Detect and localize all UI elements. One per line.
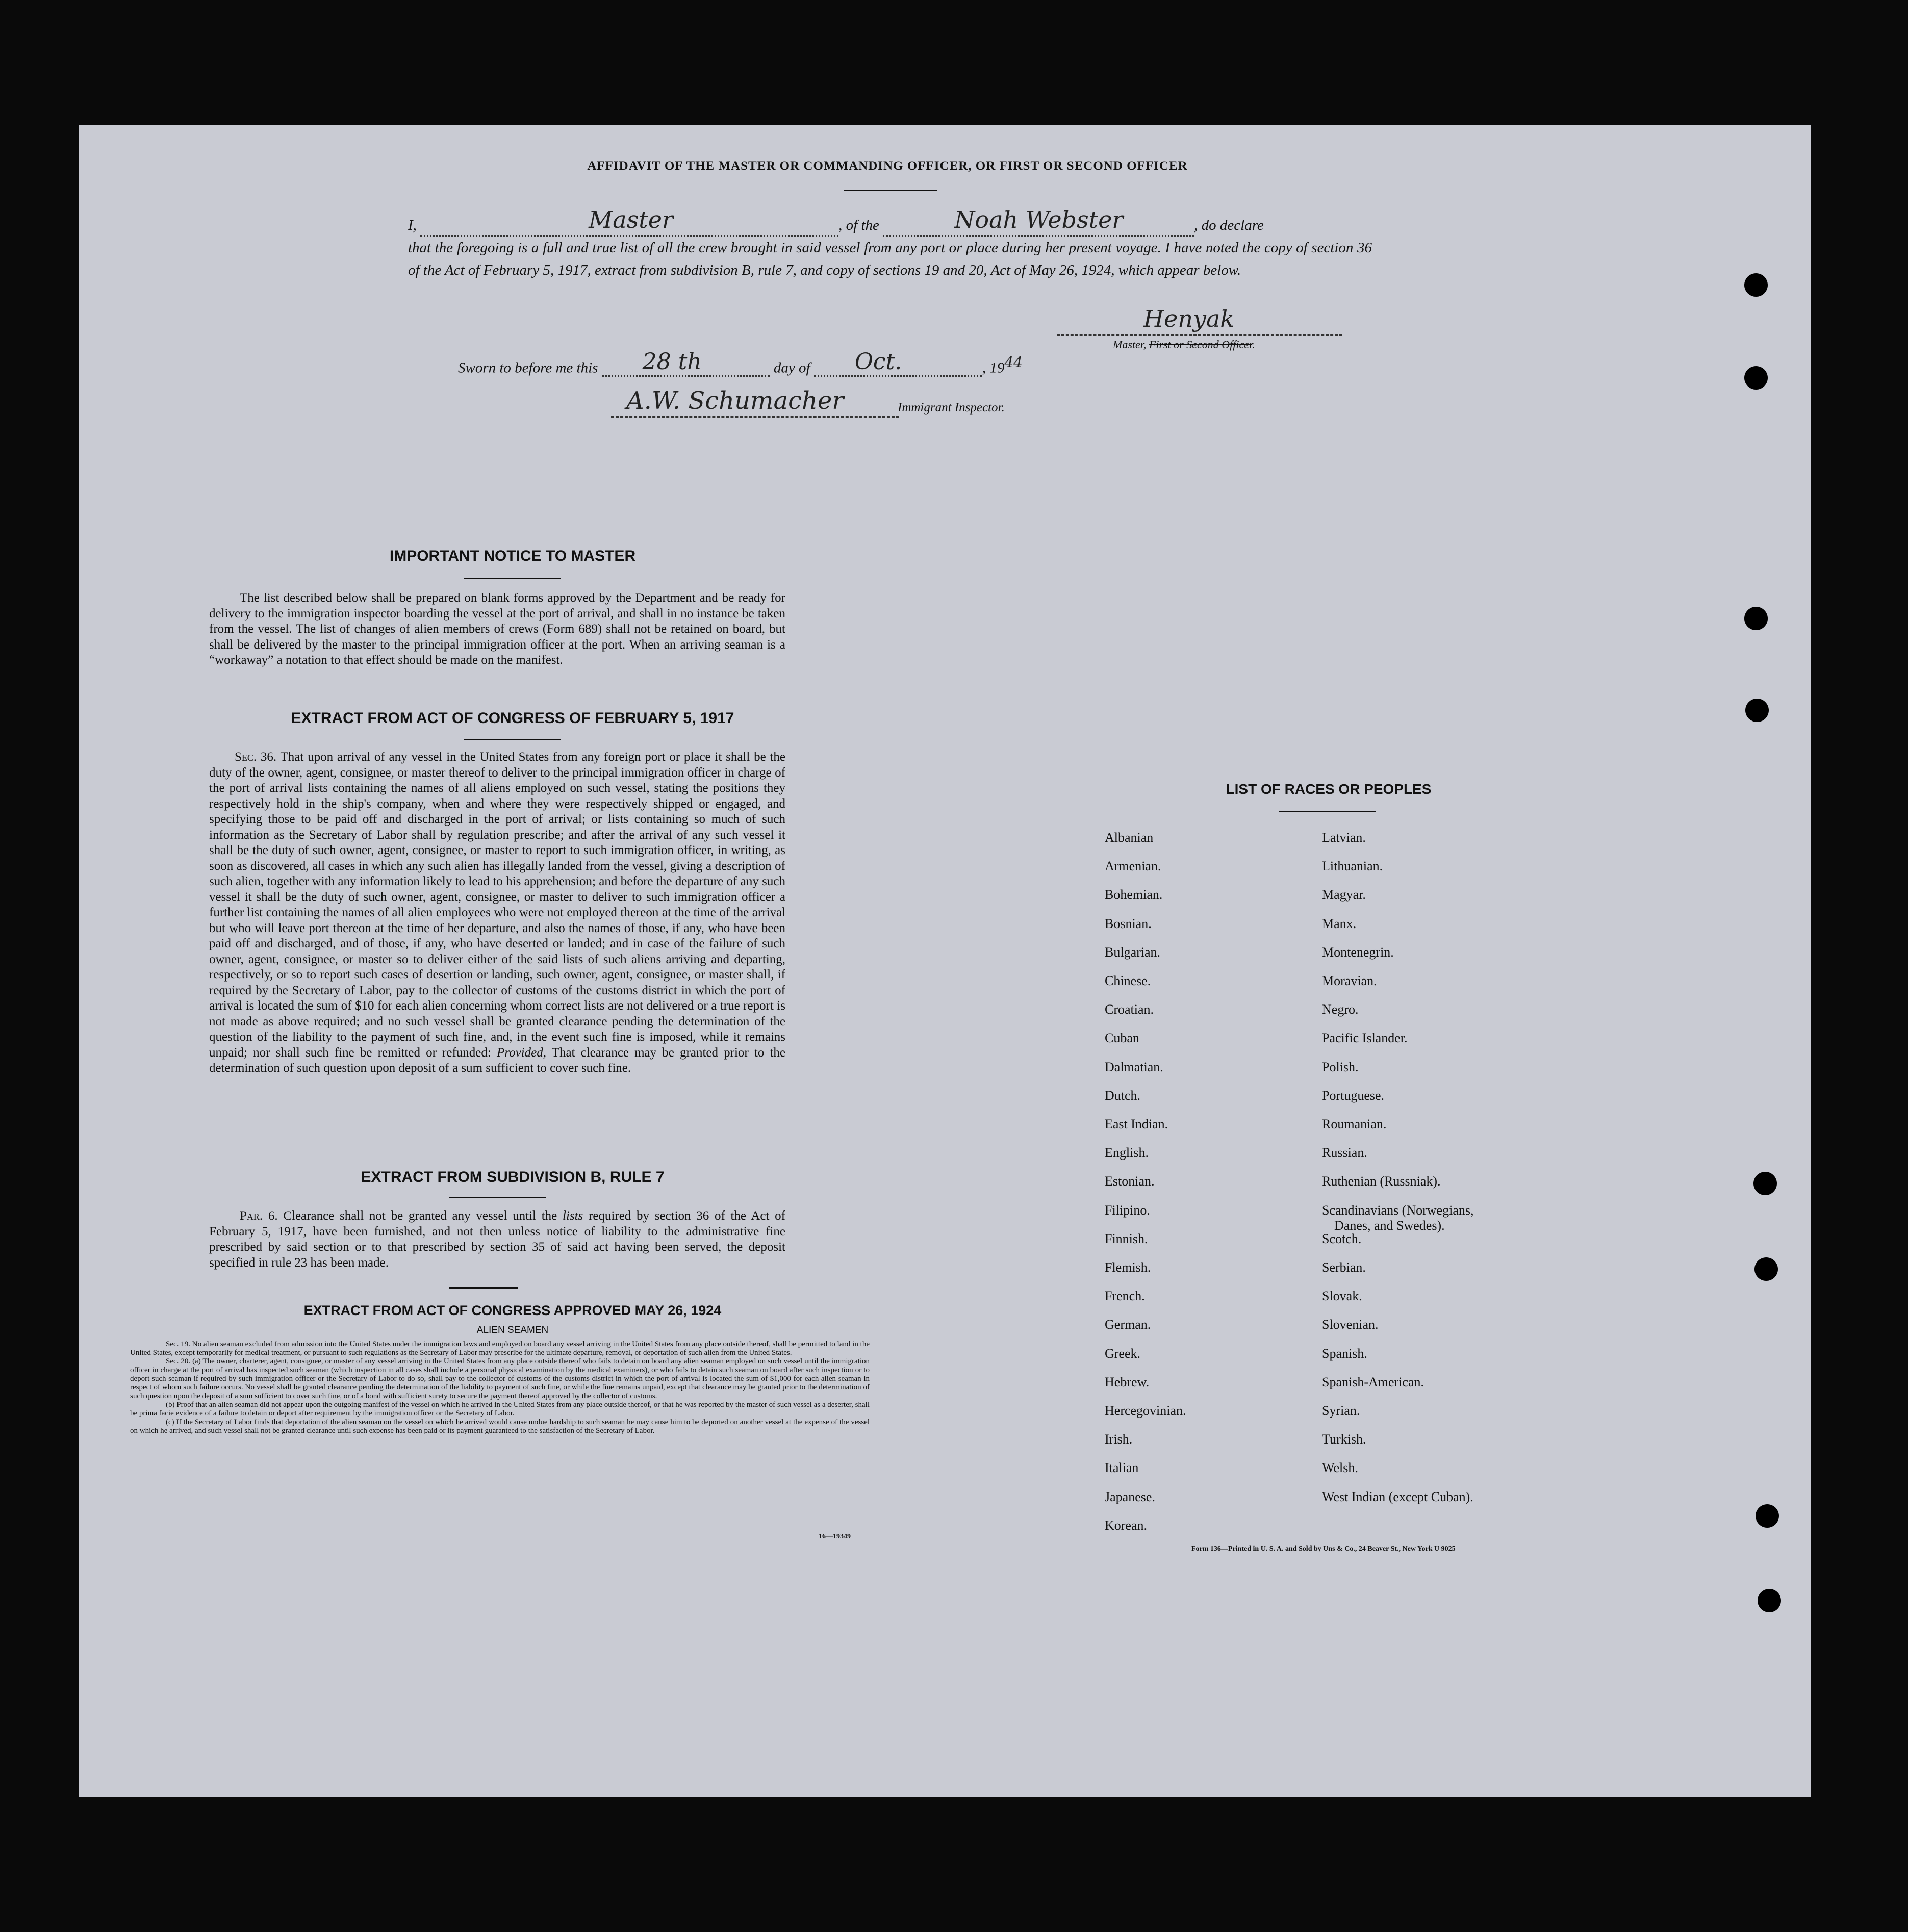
race-item: Croatian. bbox=[1105, 1002, 1154, 1017]
of-the-label: , of the bbox=[838, 217, 879, 234]
race-item: West Indian (except Cuban). bbox=[1322, 1489, 1473, 1504]
race-item: Slovak. bbox=[1322, 1289, 1362, 1304]
extract-1924-title: EXTRACT FROM ACT OF CONGRESS APPROVED MAY 26, 1924 bbox=[303, 1303, 722, 1318]
sec-36-label: Sec. 36. bbox=[235, 750, 277, 764]
race-item: Lithuanian. bbox=[1322, 859, 1383, 874]
inspector-caption: Immigrant Inspector. bbox=[898, 401, 1005, 415]
race-item: Spanish. bbox=[1322, 1346, 1367, 1361]
notice-title: IMPORTANT NOTICE TO MASTER bbox=[389, 548, 636, 564]
race-item: Korean. bbox=[1105, 1517, 1148, 1533]
sec-19-text: Sec. 19. No alien seaman excluded from admission into the United States under the immigration laws and employed on board any vessel arriving in the United States from any place outside thereof, shall be permitted to land in the United States, except temporarily for medical treatment, or pursuant to such regulations as the Secretary of Labor may prescribe for the ultimate departure, removal, or deportation of such alien from the United States. bbox=[130, 1340, 870, 1357]
form-note: Form 136—Printed in U. S. A. and Sold by Uns & Co., 24 Beaver St., New York U 9025 bbox=[1191, 1545, 1456, 1553]
day-of-label: day of bbox=[773, 359, 810, 376]
master-signature: Henyak bbox=[1143, 305, 1235, 332]
binder-hole bbox=[1745, 699, 1769, 722]
title-rule bbox=[844, 190, 937, 191]
race-item: Scotch. bbox=[1322, 1231, 1362, 1246]
race-item: Spanish-American. bbox=[1322, 1374, 1424, 1389]
race-item: Irish. bbox=[1105, 1432, 1133, 1447]
sworn-month-field bbox=[814, 348, 982, 377]
sec-20c-text: (c) If the Secretary of Labor finds that deportation of the alien seaman on the vessel on which he arrived would cause undue hardship to such seaman he may cause him to be deported on another vessel at the expense of the vessel on which he arrived, and such vessel shall not be granted clearance until such expense has been paid or its payment guaranteed to the satisfaction of the Secretary of Labor. bbox=[130, 1418, 870, 1435]
race-item: Bohemian. bbox=[1105, 887, 1163, 903]
print-code: 16—19349 bbox=[819, 1533, 851, 1540]
notice-rule bbox=[464, 578, 561, 579]
race-item: Roumanian. bbox=[1322, 1117, 1387, 1131]
extract-1917-title: EXTRACT FROM ACT OF CONGRESS OF FEBRUARY 5, 1917 bbox=[291, 710, 734, 727]
extract-1917-text: Sec. 36. That upon arrival of any vessel in the United States from any foreign port or place it shall be the duty of the owner, agent, consignee, or master thereof to deliver to the principal immigration officer in charge of the port of arrival lists containing the names of all aliens employed on such vessel, stating the positions they respectively hold in the ship's company, when and where they were respectively shipped or engaged, and specifying those to be paid off and discharged in the port of arrival; or lists containing so much of such information as the Secretary of Labor shall by regulation prescribe; and after the arrival of any such vessel it shall be the duty of such owner, agent, consignee, or master to report to such immigration officer, in writing, as soon as discovered, all cases in which any such alien has illegally landed from the vessel, giving a description of such alien, together with any information likely to lead to his apprehension; and before the departure of any such vessel it shall be the duty of such owner, agent, consignee, or master to deliver to such immigration officer a further list containing the names of all alien employees who were not employed thereon at the time of the arrival but who will leave port thereon at the time of her departure, and also the names of those, if any, who have been paid off and discharged, and of those, if any, who have deserted or landed; and in case of the failure of such owner, agent, consignee, or master so to deliver either of the said lists of such aliens arriving and departing, respectively, or so to report such cases of desertion or landing, such owner, agent, consignee, or master shall, if required by the Secretary of Labor, pay to the collector of customs of the customs district in which the port of arrival is located the sum of $10 for each alien concerning whom correct lists are not delivered or a true report is not made as above required; and no such vessel shall be granted clearance pending the determination of the question of the liability to the payment of such fine, and, in the event such fine is imposed, while it remains unpaid; nor shall such fine be remitted or refunded: Provided, That clearance may be granted prior to the determination of such question upon deposit of a sum sufficient to cover such fine. bbox=[209, 750, 785, 1075]
race-item: East Indian. bbox=[1105, 1117, 1168, 1131]
vessel-field bbox=[883, 206, 1194, 237]
race-item: Flemish. bbox=[1105, 1260, 1151, 1275]
race-item: Italian bbox=[1105, 1460, 1139, 1476]
race-item: Slovenian. bbox=[1322, 1317, 1379, 1332]
subdivision-rule bbox=[449, 1197, 546, 1198]
race-item: Ruthenian (Russniak). bbox=[1322, 1174, 1441, 1189]
race-item: Danes, and Swedes). bbox=[1334, 1218, 1445, 1233]
race-item: Greek. bbox=[1105, 1346, 1141, 1361]
do-declare-label: , do declare bbox=[1194, 217, 1264, 234]
race-item: Scandinavians (Norwegians, bbox=[1322, 1202, 1474, 1218]
race-item: Finnish. bbox=[1105, 1231, 1148, 1246]
race-item: Turkish. bbox=[1322, 1432, 1366, 1447]
race-item: Syrian. bbox=[1322, 1403, 1360, 1418]
extract-1917-rule bbox=[464, 739, 561, 740]
master-caption: Master, First or Second Officer. bbox=[1113, 338, 1255, 351]
race-item: Bulgarian. bbox=[1105, 944, 1161, 960]
race-item: Filipino. bbox=[1105, 1202, 1150, 1218]
race-item: Armenian. bbox=[1105, 859, 1161, 874]
race-item: Cuban bbox=[1105, 1031, 1139, 1046]
extract-1924-subtitle: ALIEN SEAMEN bbox=[476, 1325, 549, 1335]
race-item: Albanian bbox=[1105, 830, 1154, 845]
race-item: Chinese. bbox=[1105, 973, 1151, 988]
inspector-signature: A.W. Schumacher bbox=[626, 387, 844, 415]
subdivision-title: EXTRACT FROM SUBDIVISION B, RULE 7 bbox=[361, 1169, 665, 1186]
binder-hole bbox=[1753, 1172, 1777, 1195]
binder-hole bbox=[1744, 607, 1768, 630]
i-label: I, bbox=[408, 217, 417, 234]
declaration-text: that the foregoing is a full and true list of all the crew brought in said vessel from any port or place during her present voyage. I have noted the copy of section 36 of the Act of February 5, 1917, extract from subdivision B, rule 7, and copy of sections 19 and 20, Act of May 26, 1924, which appear below. bbox=[408, 240, 1372, 278]
race-item: Hercegovinian. bbox=[1105, 1403, 1186, 1418]
race-item: Pacific Islander. bbox=[1322, 1031, 1408, 1046]
race-item: Bosnian. bbox=[1105, 916, 1152, 931]
affidavit-declaration bbox=[408, 206, 1372, 281]
sworn-line bbox=[458, 348, 1023, 377]
affidavit-title: AFFIDAVIT OF THE MASTER OR COMMANDING OFFICER, OR FIRST OR SECOND OFFICER bbox=[587, 159, 1188, 173]
race-item: Estonian. bbox=[1105, 1174, 1155, 1189]
notice-text: The list described below shall be prepared on blank forms approved by the Department and be ready for delivery to the immigration inspector boarding the vessel at the port of arrival, and shall in no instance be taken from the vessel. The list of changes of alien members of crews (Form 689) shall not be retained on board, but shall be delivered by the master to the principal immigration officer at the port. When an arriving seaman is a “workaway” a notation to that effect should be made on the manifest. bbox=[209, 591, 785, 667]
binder-hole bbox=[1744, 273, 1768, 297]
rank-field bbox=[420, 206, 838, 237]
race-item: Dutch. bbox=[1105, 1088, 1141, 1103]
race-item: Negro. bbox=[1322, 1002, 1359, 1017]
race-item: Dalmatian. bbox=[1105, 1059, 1163, 1074]
race-item: Japanese. bbox=[1105, 1489, 1155, 1504]
sworn-month: Oct. bbox=[854, 348, 902, 375]
race-item: Magyar. bbox=[1322, 887, 1366, 903]
sec-20a-text: Sec. 20. (a) The owner, charterer, agent, consignee, or master of any vessel arriving in the United States from any place outside thereof who fails to detain on board any alien seaman employed on such vessel until the immigration officer in charge at the port of arrival has inspected such seaman (which inspection in all cases shall include a personal physical examination by the medical examiners), or who fails to detain such seaman on board after such inspection or to deport such seaman if required by such immigration officer or the Secretary of Labor to do so, shall pay to the collector of customs of the customs district in which the port of arrival is located the sum of $1,000 for each alien seaman in respect of whom such failure occurs. No vessel shall be granted clearance pending the determination of the liability to payment of such fine, or while the fine remains unpaid, except that clearance may be granted prior to the determination of such question upon the deposit of a sum sufficient to cover such fine, or of a bond with sufficient surety to secure the payment thereof approved by the collector of customs. bbox=[130, 1357, 870, 1400]
race-item: Manx. bbox=[1322, 916, 1357, 931]
race-item: Montenegrin. bbox=[1322, 944, 1394, 960]
race-item: Hebrew. bbox=[1105, 1374, 1150, 1389]
binder-hole bbox=[1756, 1504, 1779, 1528]
binder-hole bbox=[1758, 1589, 1781, 1612]
race-item: French. bbox=[1105, 1289, 1145, 1304]
extract-1924-text bbox=[130, 1340, 870, 1435]
race-item: Welsh. bbox=[1322, 1460, 1358, 1476]
race-item: Portuguese. bbox=[1322, 1088, 1385, 1103]
race-item: Russian. bbox=[1322, 1145, 1367, 1161]
year-prefix: , 19 bbox=[982, 359, 1005, 376]
inspector-signature-line bbox=[611, 387, 899, 418]
race-item: English. bbox=[1105, 1145, 1149, 1161]
year-suffix: 44 bbox=[1004, 354, 1023, 371]
par-6-label: Par. 6. bbox=[240, 1209, 278, 1223]
races-rule bbox=[1279, 811, 1376, 812]
master-signature-line bbox=[1057, 305, 1342, 336]
race-item: Polish. bbox=[1322, 1059, 1359, 1074]
sworn-label: Sworn to before me this bbox=[458, 359, 598, 376]
races-title: LIST OF RACES OR PEOPLES bbox=[1226, 781, 1432, 797]
binder-hole bbox=[1754, 1257, 1778, 1281]
rank-handwriting: Master bbox=[589, 206, 674, 234]
sec-20b-text: (b) Proof that an alien seaman did not appear upon the outgoing manifest of the vessel on which he arrived in the United States from any place outside thereof, or that he was reported by the master of such vessel as a deserter, shall be prima facie evidence of a failure to detain or deport after requirement by the immigration officer or the Secretary of Labor. bbox=[130, 1401, 870, 1418]
sworn-day: 28 th bbox=[642, 348, 702, 375]
vessel-handwriting: Noah Webster bbox=[954, 206, 1124, 234]
race-item: Latvian. bbox=[1322, 830, 1366, 845]
binder-hole bbox=[1744, 366, 1768, 390]
subdivision-text: Par. 6. Clearance shall not be granted any vessel until the lists required by section 36 of the Act of February 5, 1917, have been furnished, and not then unless notice of liability to the administrative fine prescribed by said section or to that prescribed by section 35 of said act having been served, the deposit specified in rule 23 has been made. bbox=[209, 1209, 785, 1270]
race-item: Serbian. bbox=[1322, 1260, 1366, 1275]
subdivision-end-rule bbox=[449, 1287, 518, 1289]
race-item: Moravian. bbox=[1322, 973, 1377, 988]
race-item: German. bbox=[1105, 1317, 1151, 1332]
sworn-day-field bbox=[602, 348, 770, 377]
